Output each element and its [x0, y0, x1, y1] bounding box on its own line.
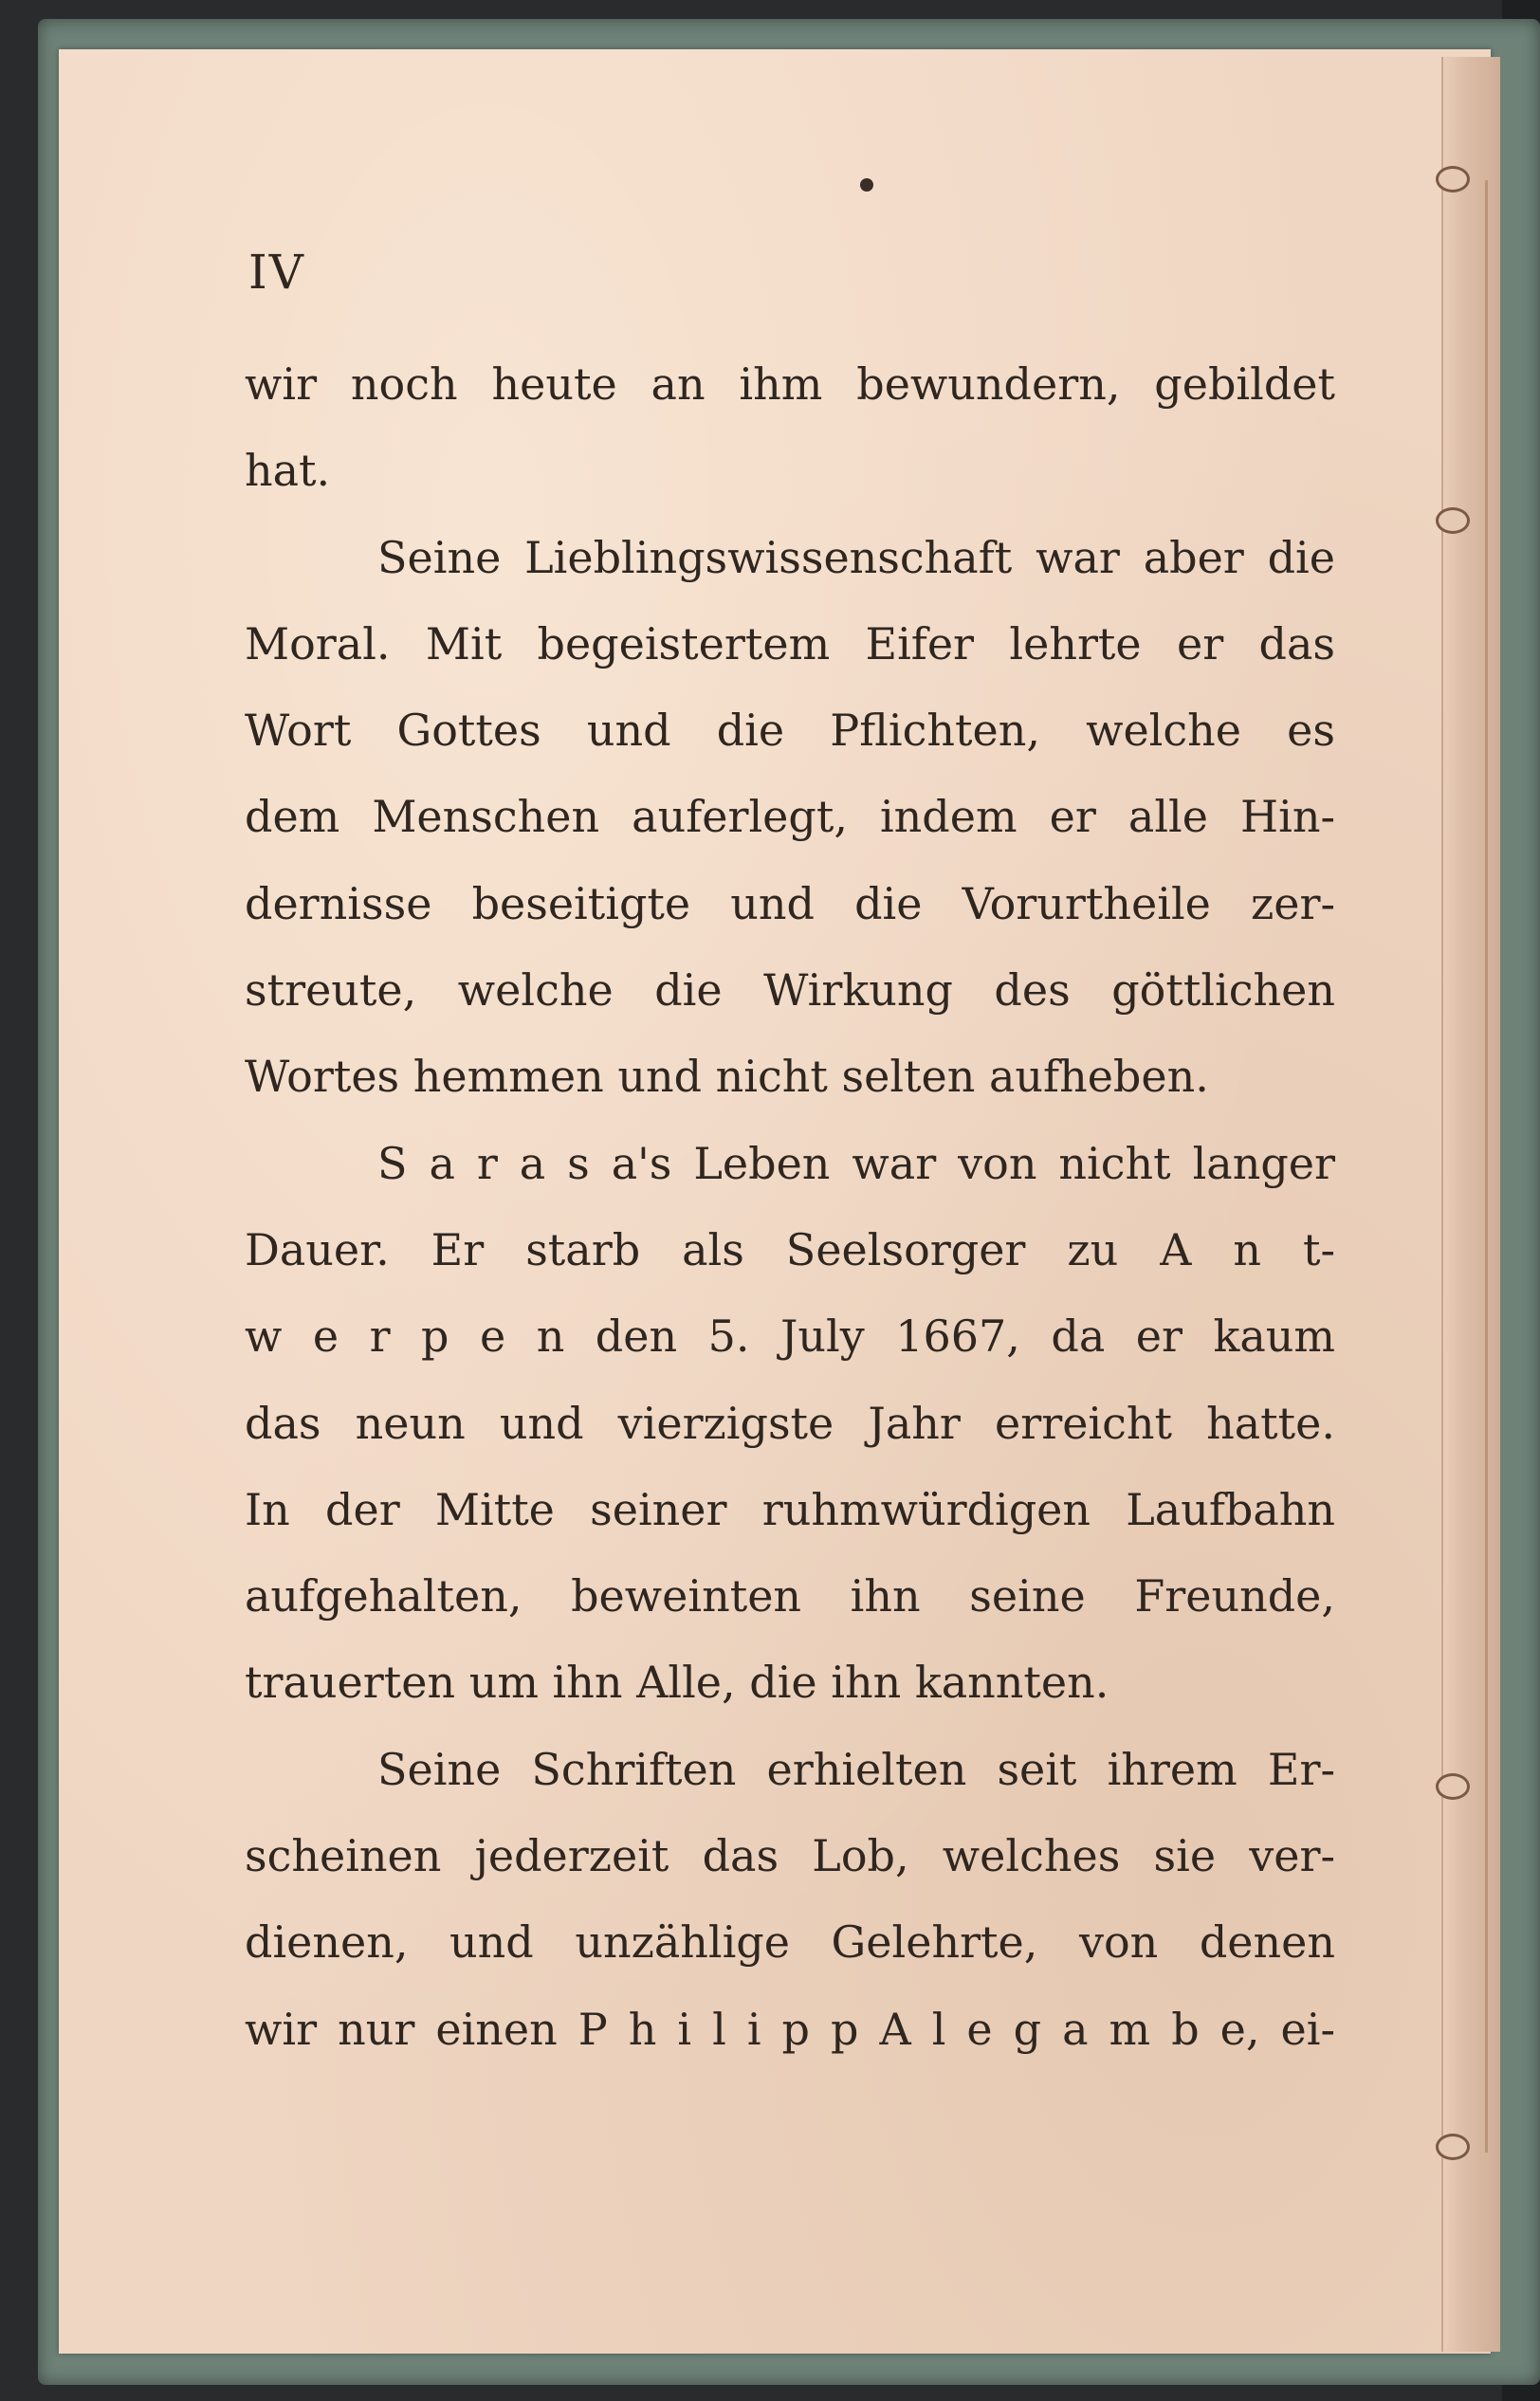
- binding-stitch: [1436, 507, 1470, 534]
- text-line: S a r a s a's Leben war von nicht langer: [377, 1137, 1335, 1189]
- binding-stitch: [1436, 166, 1470, 192]
- text-line: Moral. Mit begeistertem Eifer lehrte er das: [245, 617, 1335, 669]
- text-line: wir noch heute an ihm bewundern, gebildet: [245, 358, 1335, 410]
- text-line: hat.: [245, 445, 331, 497]
- text-line: das neun und vierzigste Jahr erreicht hatte.: [245, 1397, 1335, 1449]
- page-body: [245, 341, 1335, 2073]
- text-line: trauerten um ihn Alle, die ihn kannten.: [245, 1657, 1109, 1709]
- text-line: wir nur einen P h i l i p p A l e g a m b e, ei-: [245, 2003, 1335, 2055]
- text-line: dernisse beseitigte und die Vorurtheile zer-: [245, 877, 1335, 929]
- text-line: aufgehalten, beweinten ihn seine Freunde,: [245, 1570, 1335, 1622]
- text-line: In der Mitte seiner ruhmwürdigen Laufbahn: [245, 1483, 1335, 1535]
- text-line: Seine Lieblingswissenschaft war aber die: [377, 531, 1335, 583]
- binding-stitch: [1436, 2134, 1470, 2160]
- ink-dot: [860, 178, 873, 192]
- text-line: Seine Schriften erhielten seit ihrem Er-: [377, 1743, 1335, 1795]
- text-line: Wortes hemmen und nicht selten aufheben.: [245, 1051, 1209, 1103]
- text-line: w e r p e n den 5. July 1667, da er kaum: [245, 1310, 1335, 1363]
- binding-stitch: [1436, 1773, 1470, 1800]
- binding-thread: [1485, 180, 1488, 2153]
- text-line: dienen, und unzählige Gelehrte, von denen: [245, 1916, 1335, 1969]
- text-line: dem Menschen auferlegt, indem er alle Hin-: [245, 791, 1335, 843]
- text-line: Wort Gottes und die Pflichten, welche es: [245, 705, 1335, 757]
- text-line: streute, welche die Wirkung des göttlichen: [245, 964, 1335, 1017]
- text-line: scheinen jederzeit das Lob, welches sie ver-: [245, 1830, 1335, 1882]
- page-gutter: [1441, 57, 1500, 2352]
- text-line: Dauer. Er starb als Seelsorger zu A n t-: [245, 1223, 1335, 1275]
- page-number: IV: [248, 245, 305, 300]
